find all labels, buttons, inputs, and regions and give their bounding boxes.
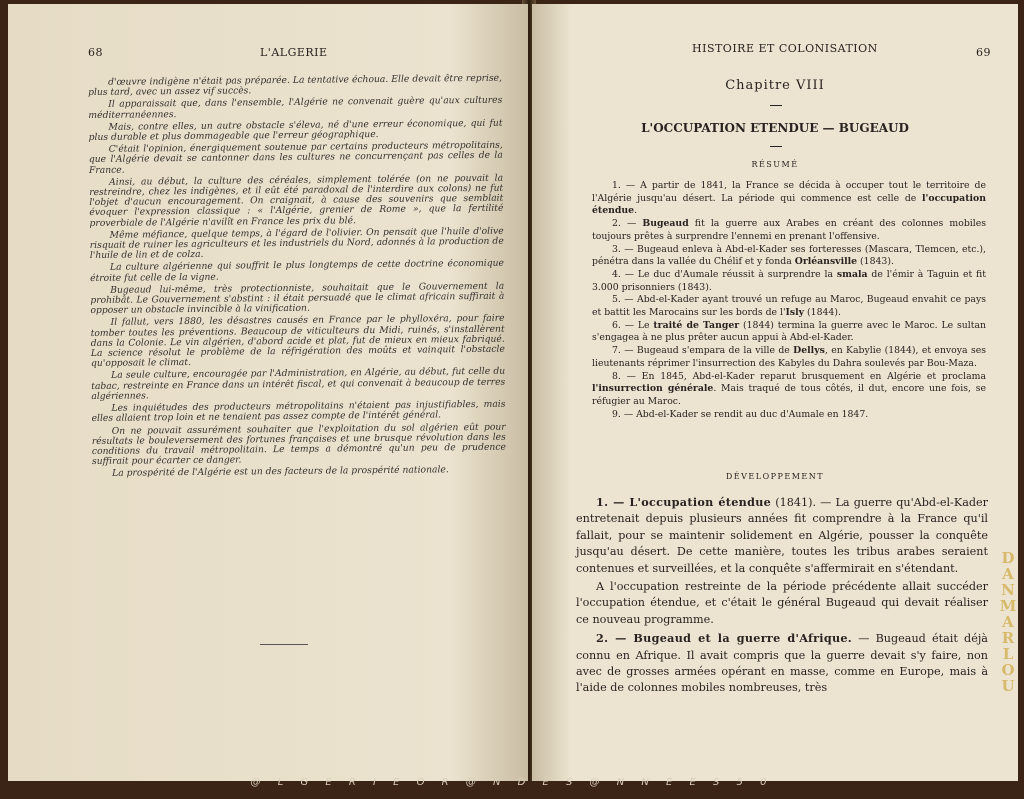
resume-item (592, 269, 986, 294)
left-paragraph: La prospérité de l'Algérie est un des facteurs de la prospérité nationale. (112, 464, 449, 480)
body-text: A l'occupation restreinte de la période précédente allait succéder l'occupation étendue, et c'était le général Bugeaud qui devait réaliser ce nouveau programme. (576, 580, 988, 626)
chapter-title: L'OCCUPATION ETENDUE — BUGEAUD (641, 121, 909, 135)
left-paragraph: Les inquiétudes des producteurs métropolitains n'étaient pas injustifiables, mais elles allaient trop loin et ne tenaient pas assez compte de l'intérêt général. (91, 398, 506, 425)
resume-heading: RÉSUMÉ (751, 160, 799, 169)
resume-item-text: fit la guerre aux Arabes en créant des colonnes mobiles toujours prêtes à surprendre l'ennemi en prenant l'offensive. (592, 218, 987, 242)
resume-item-keyword: l'occupation étendue (592, 192, 986, 217)
left-paragraph: Même méfiance, quelque temps, à l'égard de l'olivier. On pensait que l'huile d'olive risquait de ruiner les agriculteurs et les industriels du Nord, adonnés à la production de l'huile de lin et de colza. (89, 225, 504, 262)
resume-item-keyword: traité de Tanger (653, 319, 740, 331)
left-paragraph: d'œuvre indigène n'était pas préparée. La tentative échoua. Elle devait être reprise, plus tard, avec un assez vif succès. (88, 72, 503, 99)
resume-item-keyword: l'insurrection générale (592, 383, 714, 395)
resume-item (592, 345, 986, 370)
stamp-letter: L (1002, 645, 1014, 663)
resume-item-text: . (634, 205, 638, 217)
resume-item-keyword: Orléansville (794, 256, 858, 268)
resume-item (592, 180, 986, 218)
left-paragraph: La seule culture, encouragée par l'Administration, en Algérie, au début, fut celle du tabac, restreinte en France dans un intérêt fiscal, et qui convenait à beaucoup de terres algériennes. (91, 366, 506, 402)
resume-item (592, 371, 986, 409)
resume-item-text: 9. — Abd-el-Kader se rendit au duc d'Aumale en 1847. (612, 408, 869, 420)
watermark-text: @ L G E R I E O R @ N D E S @ N N E E S 5 0 (250, 777, 774, 788)
resume-item-text: 3. — Bugeaud enleva à Abd-el-Kader ses forteresses (Mascara, Tlemcen, etc.), pénétra dans la vallée du Chélif et y fonda (592, 243, 986, 268)
resume-item (592, 218, 986, 243)
stamp-letter: O (1001, 661, 1015, 679)
left-page (8, 4, 528, 781)
resume-item-text: (1843). (857, 256, 894, 268)
stamp-letter: R (1001, 629, 1015, 647)
body-paragraph (576, 630, 988, 697)
stamp-letter: D (1001, 549, 1015, 567)
resume-item-text: 5. — Abd-el-Kader ayant trouvé un refuge au Maroc, Bugeaud envahit ce pays et battit les Marocains sur les bords de l' (592, 294, 986, 319)
stamp-letter: U (1001, 677, 1015, 695)
chapter-dash (770, 105, 782, 106)
resume-item-text: 6. — Le (612, 319, 654, 331)
left-page-number: 68 (88, 46, 103, 59)
left-paragraph: Mais, contre elles, un autre obstacle s'éleva, né d'une erreur économique, qui fut plus durable et plus dommageable que l'erreur géographique. (88, 117, 503, 144)
developpement-heading: DÉVELOPPEMENT (725, 472, 825, 481)
resume-item-text: 4. — Le duc d'Aumale réussit à surprendre la (612, 268, 837, 280)
stamp-letter: N (1001, 581, 1015, 599)
section-heading: 2. — Bugeaud et la guerre d'Afrique. (596, 631, 852, 646)
resume-item (592, 294, 986, 319)
chapter-dash (770, 146, 782, 147)
resume-item-text: (1844) termina la guerre avec le Maroc. Le sultan s'engagea à ne plus prêter aucun appui à Abd-el-Kader. (592, 319, 986, 344)
right-page (532, 4, 1018, 781)
resume-item-text: 8. — En 1845, Abd-el-Kader reparut brusquement en Algérie et proclama (612, 370, 986, 382)
left-paragraph: C'était l'opinion, énergiquement soutenue par certains producteurs métropolitains, que l'Algérie devait se cantonner dans les cultures ne concurrençant pas celles de la France. (88, 139, 503, 176)
chapter-label: Chapitre VIII (725, 78, 825, 93)
resume-item-text: 7. — Bugeaud s'empara de la ville de (612, 345, 794, 357)
resume-item-text: de l'émir à Taguin et fit 3.000 prisonniers (1843). (592, 268, 986, 293)
body-text: — Bugeaud était déjà connu en Afrique. Il avait compris que la guerre devait s'y faire, non avec de grosses armées opérant en masse, comme en Europe, mais à l'aide de colonnes mobiles nombreuses, très (576, 632, 988, 695)
stamp-letter: A (1002, 565, 1014, 583)
section-heading: 1. — L'occupation étendue (596, 495, 772, 509)
side-stamp (998, 550, 1018, 694)
resume-item-keyword: smala (836, 268, 868, 280)
resume-list (592, 180, 986, 421)
stamp-letter: A (1002, 613, 1014, 631)
resume-item-keyword: Bugeaud (642, 218, 689, 230)
section-separator (260, 644, 308, 645)
resume-item (592, 409, 986, 422)
resume-item-text: , en Kabylie (1844), et envoya ses lieutenants réprimer l'insurrection des Kabyles du Dahra soulevés par Bou-Maza. (592, 345, 986, 369)
left-page-body (88, 74, 506, 482)
left-paragraph: Bugeaud lui-même, très protectionniste, souhaitait que le Gouvernement la prohibât. Le Gouvernement s'abstint : il était persuadé que le climat africain suffirait à opposer un obstacle invincible à la vinification. (90, 280, 505, 317)
right-page-number: 69 (976, 46, 991, 59)
stamp-letter: M (999, 597, 1017, 615)
resume-item-keyword: Isly (785, 307, 805, 319)
body-text: (1841). — La guerre qu'Abd-el-Kader entretenait depuis plusieurs années fit comprendre à la France qu'il fallait, pour se maintenir solidement en Algérie, pousser la conquête jusqu'au désert. De cette manière, toutes les tribus arabes seraient contenues et surveillées, et la conquête s'affermirait en s'étendant. (576, 496, 988, 575)
left-paragraph: Il fallut, vers 1880, les désastres causés en France par le phylloxéra, pour faire tomber toutes les préventions. Beaucoup de viticulteurs du Midi, ruinés, s'installèrent dans la Colonie. Le vin algérien, d'abord acide et plat, fut de mieux en mieux fabriqué. La science résolut le problème de la réfrigération des moûts et vainquit l'obstacle qu'opposait le climat. (90, 313, 505, 370)
resume-item-text: 2. — (612, 218, 643, 230)
developpement-body (576, 494, 988, 699)
resume-item-text: (1844). (804, 307, 841, 319)
left-paragraph: La culture algérienne qui souffrit le plus longtemps de cette doctrine économique étroite fut celle de la vigne. (90, 258, 505, 284)
left-paragraph: Il apparaissait que, dans l'ensemble, l'Algérie ne convenait guère qu'aux cultures méditerranéennes. (88, 95, 503, 121)
resume-item-text: 1. — A partir de 1841, la France se décida à occuper tout le territoire de l'Algérie jusqu'au désert. La période qui commence est celle de (592, 180, 986, 204)
left-paragraph: Ainsi, au début, la culture des céréales, simplement tolérée (on ne pouvait la restreindre, chez les indigènes, et il eût été paradoxal de l'interdire aux colons) ne fut l'objet d'aucun encouragement. On craignait, à cause des souvenirs que semblait évoquer l'expression classique : « l'Algérie, grenier de Rome », que la fertilité proverbiale de l'Algérie n'avilît en France les prix du blé. (89, 172, 504, 229)
body-paragraph (576, 494, 988, 577)
right-running-title: HISTOIRE ET COLONISATION (692, 42, 878, 55)
resume-item-keyword: Dellys (793, 345, 825, 357)
resume-item (592, 244, 986, 269)
body-paragraph (576, 579, 988, 628)
left-paragraph: On ne pouvait assurément souhaiter que l'exploitation du sol algérien eût pour résultats le bouleversement des fortunes françaises et une brusque révolution dans les conditions du travail métropolitain. Le temps a démontré qu'un peu de prudence suffirait pour écarter ce danger. (91, 421, 506, 468)
left-running-title: L'ALGERIE (260, 46, 328, 59)
resume-item-text: . Mais traqué de tous côtés, il dut, encore une fois, se réfugier au Maroc. (592, 383, 986, 407)
resume-item (592, 320, 986, 345)
